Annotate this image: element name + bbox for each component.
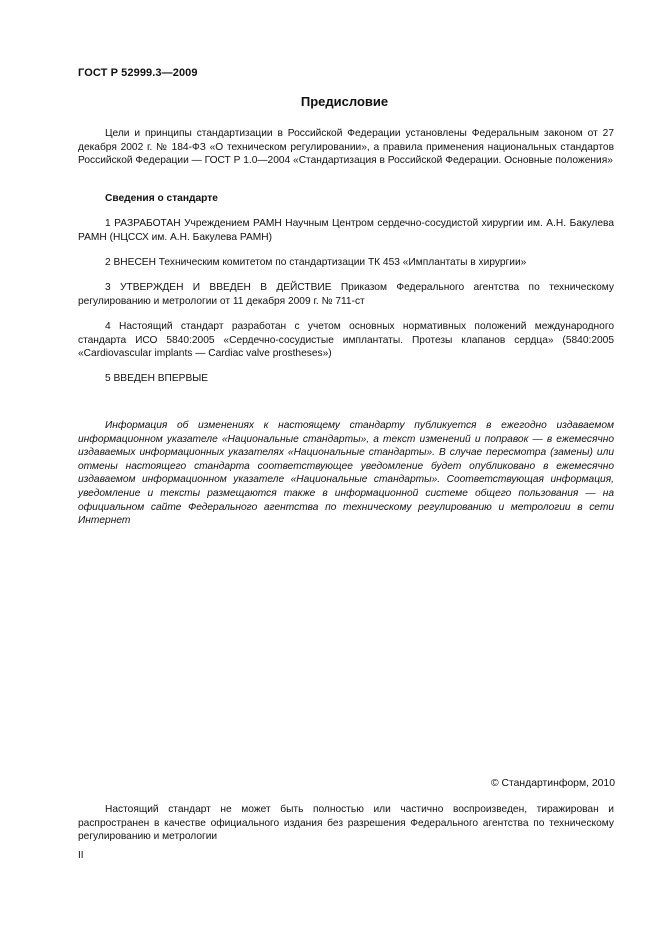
- item-developed: 1 РАЗРАБОТАН Учреждением РАМН Научным Центром сердечно-сосудистой хирургии им. А.Н. Бакулева РАМН (НЦССХ им. А.Н. Бакулева РАМН): [78, 218, 614, 243]
- page-number: II: [78, 850, 84, 861]
- intro-paragraph: Цели и принципы стандартизации в Российской Федерации установлены Федеральным законом от 27 декабря 2002 г. № 184-ФЗ «О техническом регулировании», а правила применения национальных стандартов Российской Федерации — ГОСТ Р 1.0—2004 «Стандартизация в Российской Федерации. Основные положения»: [78, 128, 614, 167]
- item-first-introduced: 5 ВВЕДЕН ВПЕРВЫЕ: [105, 373, 209, 384]
- document-id: ГОСТ Р 52999.3—2009: [78, 67, 198, 79]
- item-submitted: 2 ВНЕСЕН Техническим комитетом по стандартизации ТК 453 «Имплантаты в хирургии»: [105, 257, 527, 268]
- item-approved: 3 УТВЕРЖДЕН И ВВЕДЕН В ДЕЙСТВИЕ Приказом Федерального агентства по техническому регулированию и метрологии от 11 декабря 2009 г. № 711-ст: [78, 282, 614, 307]
- section-heading: Сведения о стандарте: [105, 193, 218, 204]
- footer-notice: Настоящий стандарт не может быть полностью или частично воспроизведен, тиражирован и распространен в качестве официального издания без разрешения Федерального агентства по техническому регулированию и метрологии: [78, 804, 614, 843]
- page-title: Предисловие: [300, 94, 389, 109]
- info-notice: Информация об изменениях к настоящему стандарту публикуется в ежегодно издаваемом информационном указателе «Национальные стандарты», а текст изменений и поправок — в ежемесячно издаваемых информационных указателях «Национальные стандарты». В случае пересмотра (замены) или отмены настоящего стандарта соответствующее уведомление будет опубликовано в ежемесячно издаваемом информационном указателе «Национальные стандарты». Соответствующая информация, уведомление и тексты размещаются также в информационной системе общего пользования — на официальном сайте Федерального агентства по техническому регулированию и метрологии в сети Интернет: [78, 420, 614, 527]
- copyright-line: © Стандартинформ, 2010: [490, 778, 615, 789]
- item-basis: 4 Настоящий стандарт разработан с учетом основных нормативных положений международного стандарта ИСО 5840:2005 «Сердечно-сосудистые имплантаты. Протезы клапанов сердца» (5840:2005 «Cardiovascular implants — Cardiac valve prostheses»): [78, 321, 614, 360]
